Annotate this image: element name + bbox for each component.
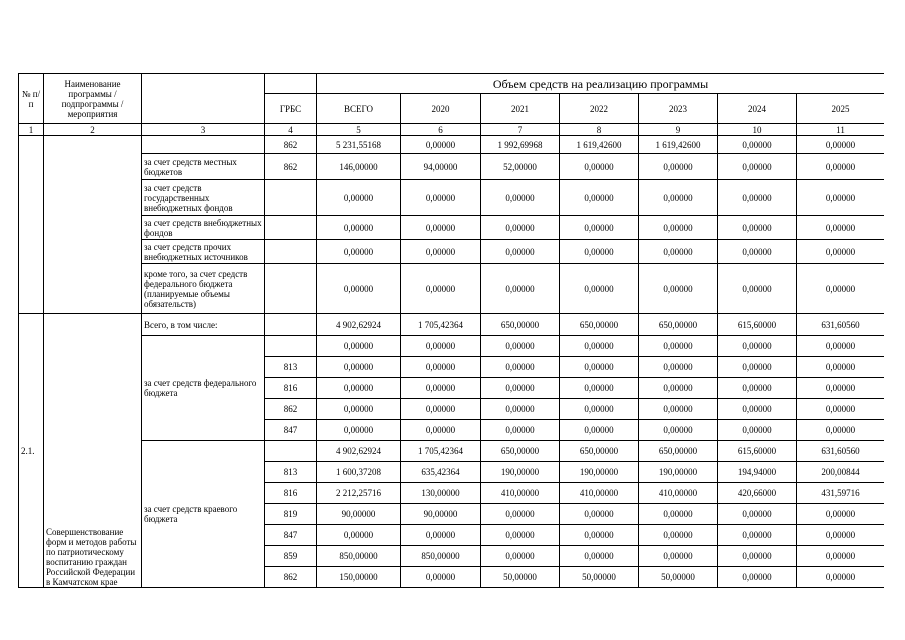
num-cell — [19, 136, 44, 314]
value-cell: 650,00000 — [481, 441, 560, 462]
value-cell: 0,00000 — [317, 240, 401, 264]
budget-table — [18, 73, 884, 588]
value-cell: 0,00000 — [797, 336, 885, 357]
value-cell: 0,00000 — [797, 567, 885, 588]
table-row — [19, 180, 885, 216]
value-cell: 0,00000 — [317, 378, 401, 399]
header-empty-grbs-top — [265, 74, 317, 94]
grbs-cell: 862 — [265, 399, 317, 420]
header-name: Наименование программы / подпрограммы / мероприятия — [44, 74, 142, 124]
grbs-cell — [265, 264, 317, 314]
value-cell: 0,00000 — [718, 264, 797, 314]
value-cell: 0,00000 — [481, 180, 560, 216]
value-cell: 0,00000 — [797, 264, 885, 314]
value-cell: 150,00000 — [317, 567, 401, 588]
grbs-cell: 813 — [265, 357, 317, 378]
grbs-cell: 862 — [265, 136, 317, 154]
value-cell: 0,00000 — [797, 546, 885, 567]
grbs-cell — [265, 336, 317, 357]
grbs-cell: 847 — [265, 420, 317, 441]
value-cell: 50,00000 — [639, 567, 718, 588]
value-cell: 0,00000 — [718, 216, 797, 240]
value-cell: 0,00000 — [797, 525, 885, 546]
value-cell: 4 902,62924 — [317, 441, 401, 462]
value-cell: 650,00000 — [560, 441, 639, 462]
source-label: за счет средств прочих внебюджетных источников — [142, 240, 265, 264]
value-cell: 0,00000 — [718, 136, 797, 154]
value-cell: 0,00000 — [797, 504, 885, 525]
value-cell: 410,00000 — [639, 483, 718, 504]
column-index: 4 — [265, 124, 317, 136]
value-cell: 94,00000 — [401, 154, 481, 180]
value-cell: 0,00000 — [317, 420, 401, 441]
column-index: 5 — [317, 124, 401, 136]
value-cell: 631,60560 — [797, 441, 885, 462]
value-cell: 0,00000 — [560, 357, 639, 378]
grbs-cell — [265, 180, 317, 216]
grbs-cell: 862 — [265, 567, 317, 588]
value-cell: 410,00000 — [560, 483, 639, 504]
header-grbs: ГРБС — [265, 94, 317, 124]
value-cell: 631,60560 — [797, 314, 885, 336]
name-cell — [44, 136, 142, 314]
value-cell: 0,00000 — [560, 378, 639, 399]
header-year: 2021 — [481, 94, 560, 124]
value-cell: 130,00000 — [401, 483, 481, 504]
value-cell: 0,00000 — [718, 378, 797, 399]
value-cell: 0,00000 — [797, 180, 885, 216]
budget-table-sheet — [18, 73, 884, 600]
value-cell: 1 705,42364 — [401, 314, 481, 336]
block1-body — [19, 136, 885, 314]
value-cell: 650,00000 — [560, 314, 639, 336]
value-cell: 0,00000 — [481, 264, 560, 314]
value-cell: 0,00000 — [797, 216, 885, 240]
value-cell: 50,00000 — [481, 567, 560, 588]
value-cell: 0,00000 — [317, 525, 401, 546]
value-cell: 420,66000 — [718, 483, 797, 504]
regional-source-label: за счет средств краевого бюджета — [142, 441, 265, 588]
value-cell: 850,00000 — [401, 546, 481, 567]
table-row — [19, 154, 885, 180]
grbs-cell — [265, 441, 317, 462]
block2-body — [19, 314, 885, 588]
value-cell: 52,00000 — [481, 154, 560, 180]
value-cell: 1 992,69968 — [481, 136, 560, 154]
value-cell: 0,00000 — [639, 399, 718, 420]
value-cell: 0,00000 — [401, 336, 481, 357]
value-cell: 0,00000 — [401, 240, 481, 264]
table-row — [19, 336, 885, 357]
value-cell: 0,00000 — [718, 154, 797, 180]
column-index: 2 — [44, 124, 142, 136]
column-index: 11 — [797, 124, 885, 136]
value-cell: 0,00000 — [560, 399, 639, 420]
value-cell: 0,00000 — [718, 567, 797, 588]
value-cell: 0,00000 — [481, 240, 560, 264]
value-cell: 0,00000 — [718, 180, 797, 216]
value-cell: 0,00000 — [481, 378, 560, 399]
value-cell: 0,00000 — [639, 216, 718, 240]
grbs-cell — [265, 314, 317, 336]
grbs-cell: 859 — [265, 546, 317, 567]
source-label — [142, 136, 265, 154]
value-cell: 0,00000 — [481, 336, 560, 357]
value-cell: 50,00000 — [560, 567, 639, 588]
value-cell: 1 619,42600 — [639, 136, 718, 154]
value-cell: 0,00000 — [639, 546, 718, 567]
column-index: 10 — [718, 124, 797, 136]
column-index: 1 — [19, 124, 44, 136]
value-cell: 0,00000 — [481, 357, 560, 378]
value-cell: 0,00000 — [797, 154, 885, 180]
value-cell: 0,00000 — [401, 378, 481, 399]
header-year: 2025 — [797, 94, 885, 124]
value-cell: 0,00000 — [481, 546, 560, 567]
value-cell: 410,00000 — [481, 483, 560, 504]
value-cell: 0,00000 — [797, 399, 885, 420]
value-cell: 0,00000 — [718, 546, 797, 567]
item-number: 2.1. — [19, 314, 44, 588]
value-cell: 0,00000 — [639, 525, 718, 546]
value-cell: 0,00000 — [639, 504, 718, 525]
total-row — [19, 314, 885, 336]
value-cell: 0,00000 — [639, 154, 718, 180]
value-cell: 0,00000 — [401, 216, 481, 240]
value-cell: 0,00000 — [718, 525, 797, 546]
value-cell: 190,00000 — [481, 462, 560, 483]
value-cell: 1 600,37208 — [317, 462, 401, 483]
value-cell: 0,00000 — [317, 357, 401, 378]
value-cell: 431,59716 — [797, 483, 885, 504]
value-cell: 2 212,25716 — [317, 483, 401, 504]
header-year: 2022 — [560, 94, 639, 124]
table-row — [19, 264, 885, 314]
column-index: 6 — [401, 124, 481, 136]
table-row — [19, 240, 885, 264]
value-cell: 90,00000 — [317, 504, 401, 525]
grbs-cell: 862 — [265, 154, 317, 180]
value-cell: 0,00000 — [718, 504, 797, 525]
value-cell: 0,00000 — [797, 378, 885, 399]
value-cell: 0,00000 — [639, 240, 718, 264]
value-cell: 0,00000 — [797, 136, 885, 154]
value-cell: 615,60000 — [718, 441, 797, 462]
header-empty — [142, 74, 265, 124]
value-cell: 0,00000 — [481, 216, 560, 240]
value-cell: 0,00000 — [401, 264, 481, 314]
value-cell: 0,00000 — [560, 180, 639, 216]
value-cell: 0,00000 — [560, 264, 639, 314]
value-cell: 650,00000 — [639, 441, 718, 462]
value-cell: 0,00000 — [560, 504, 639, 525]
header-volume: Объем средств на реализацию программы — [317, 74, 885, 94]
value-cell: 0,00000 — [317, 264, 401, 314]
value-cell: 0,00000 — [317, 336, 401, 357]
value-cell: 0,00000 — [560, 420, 639, 441]
value-cell: 0,00000 — [481, 399, 560, 420]
source-label: кроме того, за счет средств федерального бюджета (планируемые объемы обязательств) — [142, 264, 265, 314]
value-cell: 0,00000 — [797, 357, 885, 378]
table-row — [19, 216, 885, 240]
value-cell: 0,00000 — [560, 336, 639, 357]
value-cell: 0,00000 — [639, 378, 718, 399]
value-cell: 0,00000 — [797, 240, 885, 264]
value-cell: 0,00000 — [481, 504, 560, 525]
source-label: за счет средств внебюджетных фондов — [142, 216, 265, 240]
value-cell: 1 705,42364 — [401, 441, 481, 462]
column-index: 8 — [560, 124, 639, 136]
value-cell: 5 231,55168 — [317, 136, 401, 154]
value-cell: 0,00000 — [401, 525, 481, 546]
value-cell: 0,00000 — [639, 180, 718, 216]
value-cell: 0,00000 — [401, 567, 481, 588]
grbs-cell — [265, 240, 317, 264]
value-cell: 0,00000 — [560, 525, 639, 546]
table-row — [19, 136, 885, 154]
value-cell: 0,00000 — [401, 180, 481, 216]
value-cell: 0,00000 — [401, 399, 481, 420]
value-cell: 146,00000 — [317, 154, 401, 180]
value-cell: 0,00000 — [639, 336, 718, 357]
value-cell: 0,00000 — [718, 357, 797, 378]
grbs-cell: 816 — [265, 378, 317, 399]
value-cell: 4 902,62924 — [317, 314, 401, 336]
grbs-cell: 847 — [265, 525, 317, 546]
header-num: № п/п — [19, 74, 44, 124]
value-cell: 0,00000 — [401, 357, 481, 378]
grbs-cell: 819 — [265, 504, 317, 525]
table-row — [19, 441, 885, 462]
header-year: 2020 — [401, 94, 481, 124]
value-cell: 190,00000 — [639, 462, 718, 483]
value-cell: 1 619,42600 — [560, 136, 639, 154]
source-label: за счет средств государственных внебюджетных фондов — [142, 180, 265, 216]
value-cell: 0,00000 — [560, 154, 639, 180]
value-cell: 0,00000 — [401, 420, 481, 441]
value-cell: 0,00000 — [639, 420, 718, 441]
value-cell: 0,00000 — [560, 546, 639, 567]
value-cell: 90,00000 — [401, 504, 481, 525]
value-cell: 0,00000 — [718, 336, 797, 357]
grbs-cell: 813 — [265, 462, 317, 483]
value-cell: 0,00000 — [317, 216, 401, 240]
federal-source-label: за счет средств федерального бюджета — [142, 336, 265, 441]
value-cell: 0,00000 — [317, 399, 401, 420]
column-index: 3 — [142, 124, 265, 136]
value-cell: 635,42364 — [401, 462, 481, 483]
value-cell: 194,94000 — [718, 462, 797, 483]
value-cell: 200,00844 — [797, 462, 885, 483]
value-cell: 0,00000 — [639, 264, 718, 314]
header-year: 2024 — [718, 94, 797, 124]
grbs-cell — [265, 216, 317, 240]
value-cell: 650,00000 — [481, 314, 560, 336]
source-label: за счет средств местных бюджетов — [142, 154, 265, 180]
value-cell: 0,00000 — [797, 420, 885, 441]
value-cell: 0,00000 — [481, 420, 560, 441]
column-index: 7 — [481, 124, 560, 136]
value-cell: 0,00000 — [481, 525, 560, 546]
item-name: Совершенствование форм и методов работы по патриотическому воспитанию граждан Российской Федерации в Камчатском крае — [44, 314, 142, 588]
total-label: Всего, в том числе: — [142, 314, 265, 336]
value-cell: 190,00000 — [560, 462, 639, 483]
value-cell: 0,00000 — [718, 399, 797, 420]
value-cell: 0,00000 — [317, 180, 401, 216]
value-cell: 850,00000 — [317, 546, 401, 567]
value-cell: 615,60000 — [718, 314, 797, 336]
value-cell: 0,00000 — [560, 240, 639, 264]
value-cell: 0,00000 — [718, 420, 797, 441]
header-total: ВСЕГО — [317, 94, 401, 124]
column-index: 9 — [639, 124, 718, 136]
value-cell: 0,00000 — [401, 136, 481, 154]
column-index-row — [19, 124, 885, 136]
value-cell: 650,00000 — [639, 314, 718, 336]
value-cell: 0,00000 — [639, 357, 718, 378]
grbs-cell: 816 — [265, 483, 317, 504]
value-cell: 0,00000 — [718, 240, 797, 264]
header-year: 2023 — [639, 94, 718, 124]
value-cell: 0,00000 — [560, 216, 639, 240]
